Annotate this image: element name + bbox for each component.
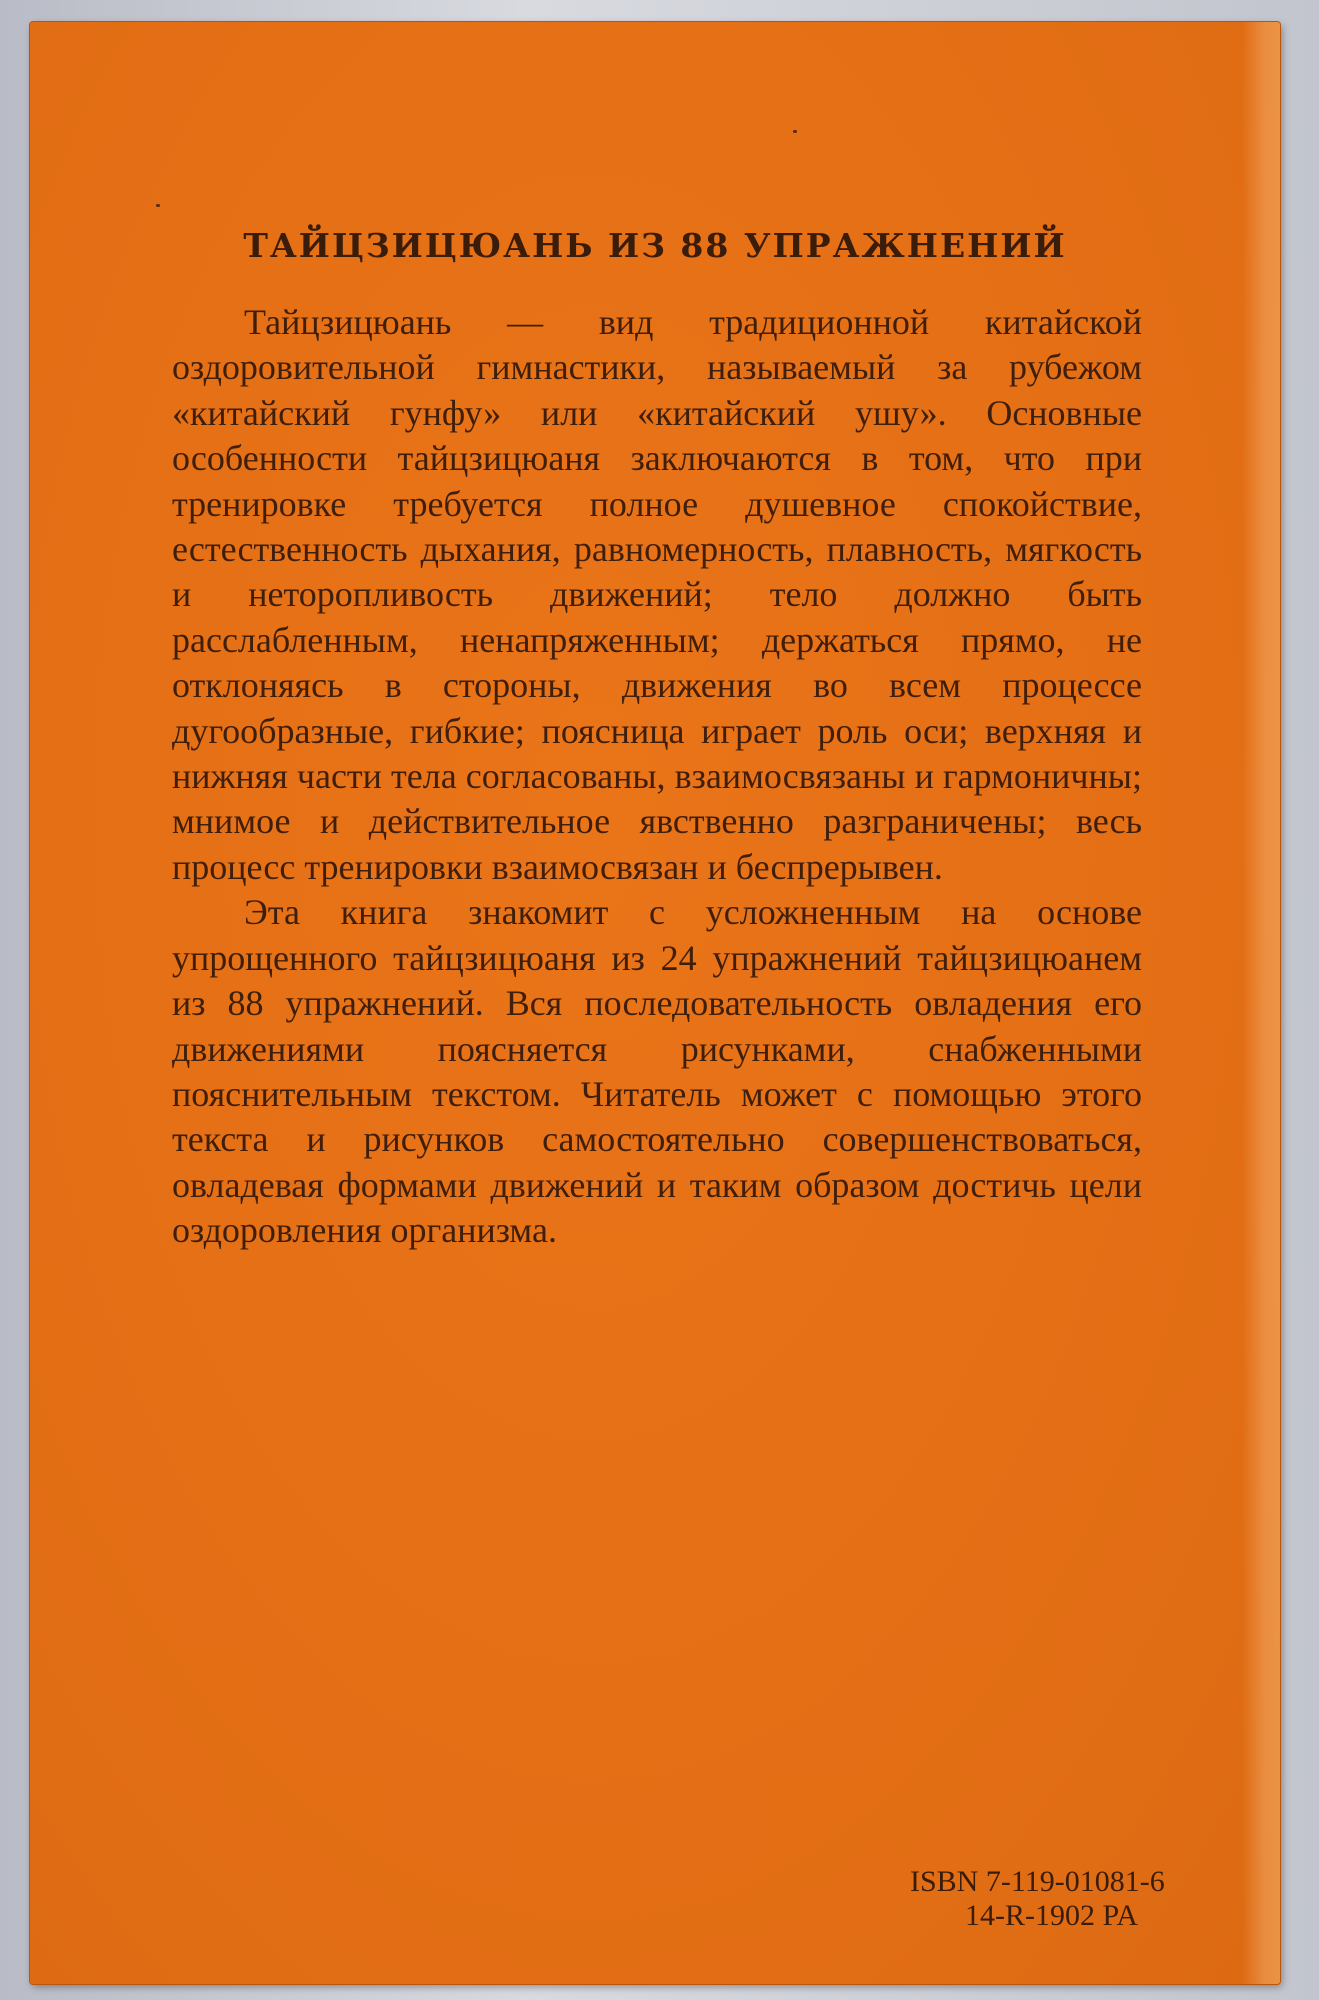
isbn-number: ISBN 7-119-01081-6 [910, 1865, 1165, 1898]
book-title: ТАЙЦЗИЦЮАНЬ ИЗ 88 УПРАЖНЕНИЙ [243, 226, 1067, 265]
annotation-paragraph-1: Тайцзицюань — вид традиционной китайской оздоровительной гимнастики, называемый за рубежом «китайский гунфу» или «китайский ушу». Основные особенности тайцзицюаня заключаются в том, что при тренировке требуется полное душевное спокойствие, естественность дыхания, равномерность, плавность, мягкость и неторопливость движений; тело должно быть расслабленным, ненапряженным; держаться прямо, не отклоняясь в стороны, движения во всем процессе дугообразные, гибкие; поясница играет роль оси; верхняя и нижняя части тела согласованы, взаимосвязаны и гармоничны; мнимое и действительное явственно разграничены; весь процесс тренировки взаимосвязан и беспрерывен. [172, 302, 1142, 887]
catalog-code: 14-R-1902 PA [965, 1899, 1139, 1932]
publication-codes [910, 1865, 1170, 1933]
cover-speck [156, 204, 160, 207]
book-back-cover [30, 22, 1280, 1984]
cover-speck [793, 130, 797, 133]
annotation-text [172, 300, 1142, 1254]
annotation-paragraph-2: Эта книга знакомит с усложненным на основе упрощенного тайцзицюаня из 24 упражнений тайцзицюанем из 88 упражнений. Вся последовательность овладения его движениями поясняется рисунками, снабженными пояснительным текстом. Читатель может с помощью этого текста и рисунков самостоятельно совершенствоваться, овладевая формами движений и таким образом достичь цели оздоровления организма. [172, 892, 1142, 1251]
cover-worn-edge [1242, 22, 1280, 1984]
